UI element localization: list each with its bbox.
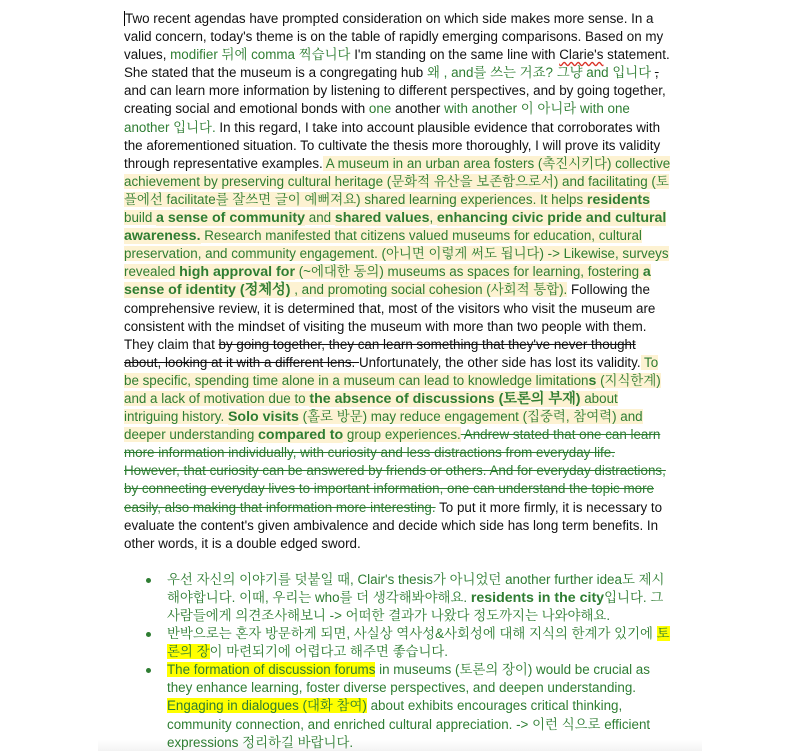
essay-text: Following the comprehensive review, it is determined that, most of the visitors who visit the museum are consistent with the mindset of visiting the museum with more than two people with them. They claim that: [124, 282, 656, 352]
yellow-highlight: Engaging in dialogues (대화 참여): [167, 698, 367, 714]
list-text: 우선 자신의 이야기를 덧붙일 때, Clair's thesis가 아니었던 another further idea도 제시해야합니다. 이때, 우리는 who를 더 생각해봐야해요.: [167, 571, 665, 605]
yellow-highlight: The formation of discussion forums: [167, 662, 376, 678]
essay-text: Unfortunately, the other side has lost its validity.: [358, 354, 641, 370]
highlighted-suggestion: about intriguing history.: [124, 390, 618, 425]
list-item[interactable]: [167, 571, 672, 625]
highlighted-suggestion: ,: [429, 210, 437, 226]
essay-text: I'm standing on the same line with: [350, 47, 560, 63]
list-text: about exhibits encourages critical thinking, community connection, and enriched cultural appreciation. -> 이런 식으로 efficient expressions 정리하길 바랍니다.: [167, 698, 651, 750]
struck-text: Andrew stated that one can learn more information individually, with curiosity and less distractions from everyday life. However, that curiosity can be answered by friends or others. And for everyday distractions, by connecting everyday lives to important information, one can understand the topic more easily, also making that information more interesting.: [124, 427, 666, 515]
feedback-list: [124, 571, 672, 752]
list-item[interactable]: [167, 661, 672, 751]
feedback-comment: with another 이 아니라 with one another 입니다.: [124, 101, 630, 135]
highlighted-suggestion: and: [305, 210, 335, 226]
feedback-comment: modifier 뒤에 comma 찍습니다: [166, 47, 351, 63]
struck-text: ,: [654, 65, 659, 81]
highlighted-suggestion: Research manifested that citizens valued museums for education, cultural preservation, and community engagement. (아니면 이렇게 써도 됩니다) -> Likewise, surveys revealed: [124, 228, 669, 280]
highlighted-suggestion: To be specific, spending time alone in a museum can lead to knowledge limitation: [124, 354, 659, 388]
feedback-comment: one: [365, 101, 392, 117]
bold-keyword: residents in the city: [470, 589, 605, 606]
document-body[interactable]: [124, 10, 672, 752]
essay-text: To put it more firmly, it is necessary to evaluate the content's given ambivalence and decide which side has long term benefits. In other words, it is a double edged sword.: [124, 499, 663, 551]
essay-text: Two recent agendas have prompted consideration on which side makes more sense. In a valid concern, today's theme is on the table of rapidly emerging comparisons. Based on my values,: [124, 11, 664, 63]
highlighted-suggestion: (홀로 방문) may reduce engagement (집중력, 참여력) and deeper understanding: [124, 409, 643, 443]
list-text: in museums (토론의 장이) would be crucial as they enhance learning, foster diverse perspectives, and deepen understanding.: [167, 662, 650, 696]
highlighted-suggestion: group experiences.: [343, 427, 461, 443]
bold-keyword: a sense of identity (정체성): [124, 264, 651, 299]
essay-text: and can learn more information by listening to different perspectives, and by going together, creating social and emotional bonds with: [124, 83, 666, 117]
bullet-icon: [146, 632, 151, 637]
bold-keyword: enhancing civic pride and cultural awareness.: [124, 210, 667, 245]
bullet-icon: [146, 578, 151, 583]
list-text: 입니다. 그 사람들에게 의견조사해보니 -> 어떠한 결과가 나왔다 정도까지는 나와야해요.: [167, 589, 664, 623]
highlighted-suggestion: (~에대한 동의) museums as spaces for learning, fostering: [294, 264, 643, 280]
highlighted-suggestion: , and promoting social cohesion (사회적 통합).: [290, 282, 568, 298]
bold-keyword: compared to: [258, 427, 344, 444]
essay-text: another: [391, 101, 441, 117]
list-text: 반박으로는 혼자 방문하게 되면, 사실상 역사성&사회성에 대해 지식의 한계가 있기에: [167, 626, 657, 642]
list-item[interactable]: [167, 625, 672, 661]
essay-text: In this regard, I take into account plausible evidence that corroborates with the aforementioned situation. To cultivate the thesis more thoroughly, I will prove its validity through representative examples.: [124, 119, 661, 171]
highlighted-suggestion: build: [124, 210, 157, 226]
highlighted-suggestion: (지식한계) and a lack of motivation due to: [124, 372, 661, 406]
main-paragraph[interactable]: [124, 10, 672, 553]
bold-keyword: s: [588, 372, 597, 389]
bullet-icon: [146, 668, 151, 673]
yellow-highlight: 토론의 장: [167, 626, 670, 660]
highlighted-suggestion: A museum in an urban area fosters (촉진시키다) collective achievement by preserving cultural heritage (문화적 유산을 보존함으로서) and facilitating (토플에선 facilitate를 잘쓰면 글이 예뻐져요) shared learning experiences. It helps: [124, 155, 671, 207]
essay-text: statement. She stated that the museum is a congregating hub: [124, 47, 670, 81]
bold-keyword: Solo visits: [227, 409, 299, 426]
list-text: 이 마련되기에 어렵다고 해주면 좋습니다.: [209, 644, 449, 660]
misspelled-word[interactable]: Clarie's: [559, 47, 604, 63]
bold-keyword: residents: [586, 191, 651, 208]
feedback-comment: 왜 , and를 쓰는 거죠? 그냥 and 입니다: [423, 65, 655, 81]
bold-keyword: shared values: [334, 210, 430, 227]
bold-keyword: the absence of discussions (토론의 부재): [309, 390, 581, 407]
bold-keyword: high approval for: [179, 264, 295, 281]
struck-text: by going together, they can learn something that they've never thought about, looking at it with a different lens.: [124, 336, 636, 370]
bold-keyword: a sense of community: [156, 210, 306, 227]
